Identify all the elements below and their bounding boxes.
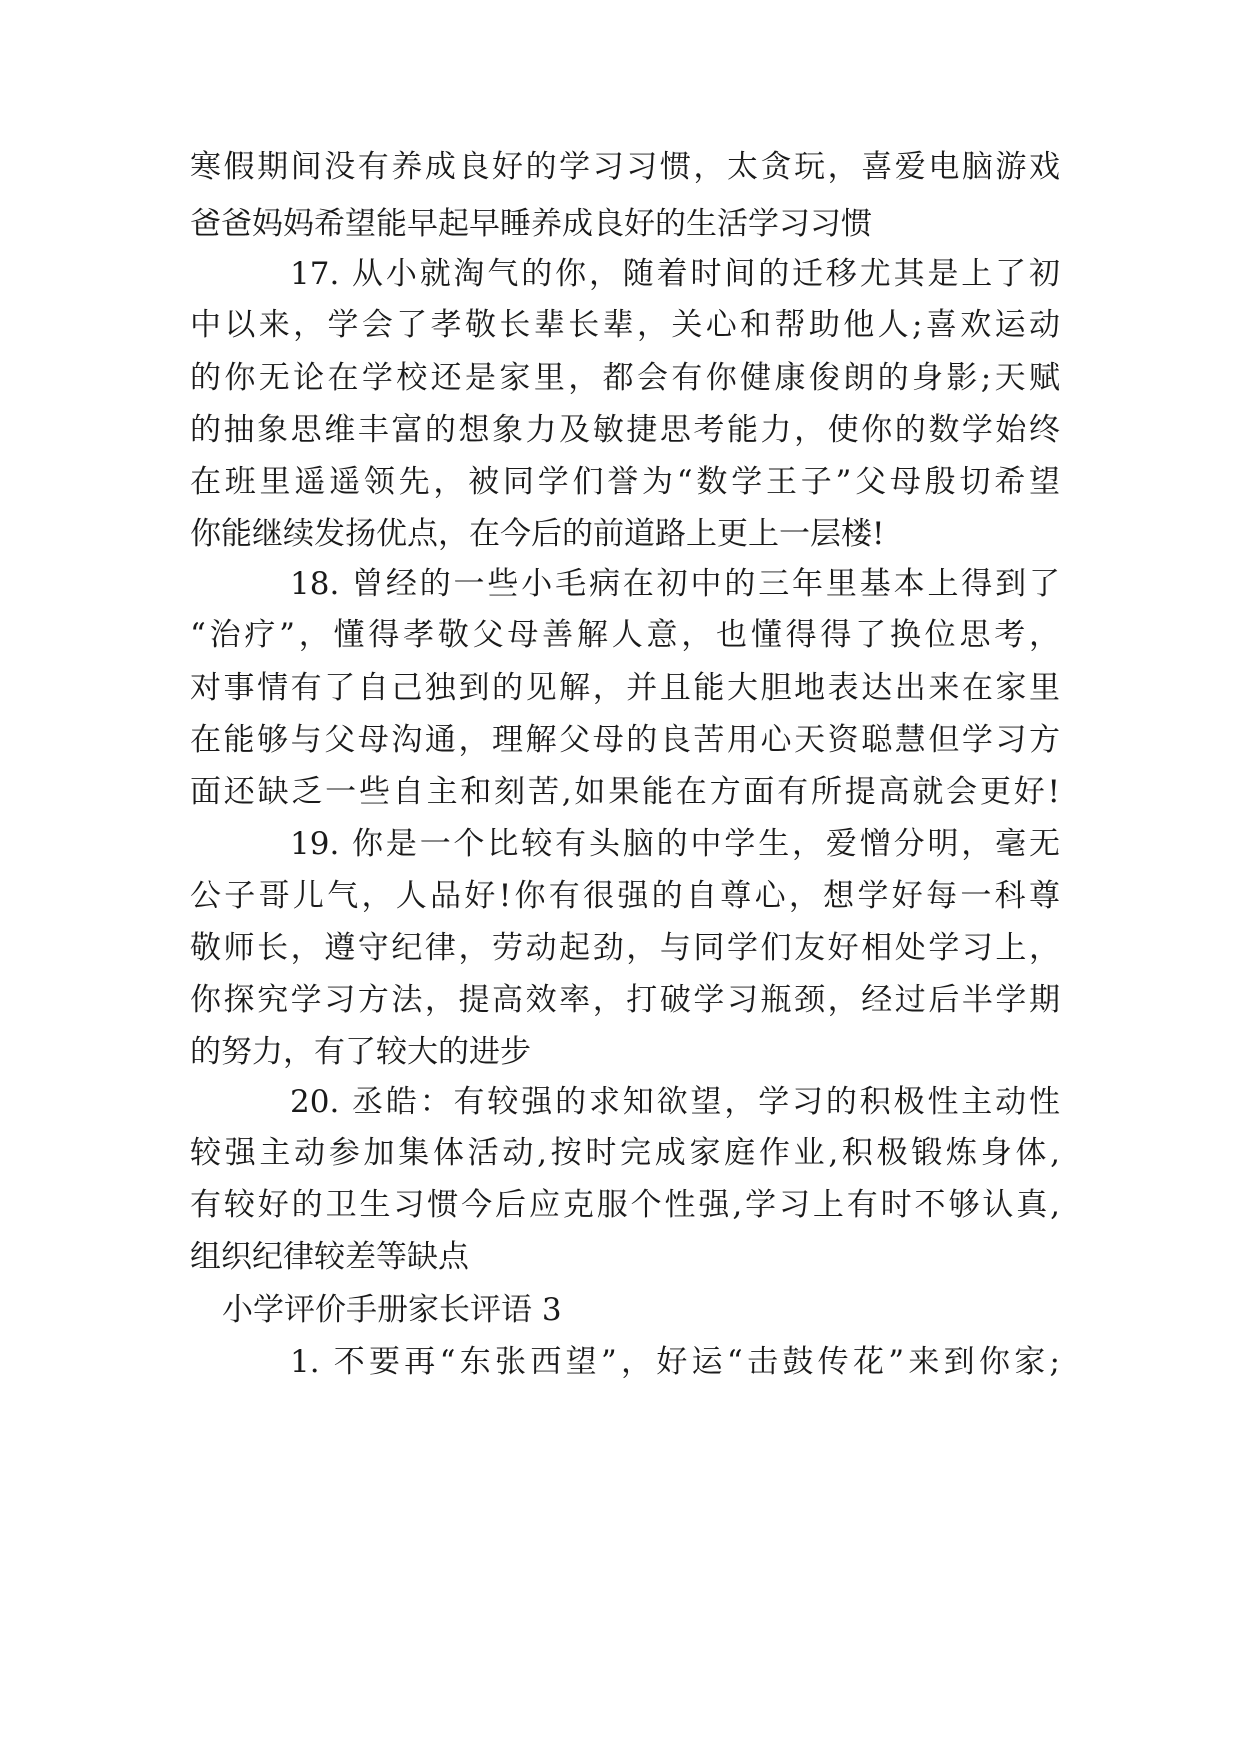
- text-line: 公子哥儿气，人品好!你有很强的自尊心，想学好每一科尊: [190, 878, 1060, 914]
- text-line: 敬师长，遵守纪律，劳动起劲，与同学们友好相处学习上，: [190, 930, 1060, 966]
- text-line: 面还缺乏一些自主和刻苦,如果能在方面有所提高就会更好!: [190, 774, 1060, 810]
- section-heading: 小学评价手册家长评语 3: [222, 1292, 562, 1328]
- item-20-first-line: 20. 丞皓：有较强的求知欲望，学习的积极性主动性: [290, 1084, 1060, 1120]
- text-line: 你探究学习方法，提高效率，打破学习瓶颈，经过后半学期: [190, 982, 1060, 1018]
- item-19-first-line: 19. 你是一个比较有头脑的中学生，爱憎分明，毫无: [290, 826, 1060, 862]
- text-line: 中以来，学会了孝敬长辈长辈，关心和帮助他人;喜欢运动: [190, 307, 1060, 343]
- item-18-first-line: 18. 曾经的一些小毛病在初中的三年里基本上得到了: [290, 566, 1060, 602]
- text-line: 的你无论在学校还是家里，都会有你健康俊朗的身影;天赋: [190, 360, 1060, 396]
- text-line: 组织纪律较差等缺点: [190, 1239, 469, 1275]
- text-line: 的努力，有了较大的进步: [190, 1034, 531, 1070]
- text-line: 对事情有了自己独到的见解，并且能大胆地表达出来在家里: [190, 670, 1060, 706]
- text-line: “治疗”，懂得孝敬父母善解人意，也懂得得了换位思考，: [190, 617, 1060, 653]
- text-line: 你能继续发扬优点，在今后的前道路上更上一层楼!: [190, 516, 885, 552]
- text-line: 的抽象思维丰富的想象力及敏捷思考能力，使你的数学始终: [190, 412, 1060, 448]
- item-1-first-line: 1. 不要再“东张西望”，好运“击鼓传花”来到你家;: [290, 1344, 1060, 1380]
- text-line: 爸爸妈妈希望能早起早睡养成良好的生活学习习惯: [190, 206, 872, 242]
- item-17-first-line: 17. 从小就淘气的你，随着时间的迁移尤其是上了初: [290, 256, 1060, 292]
- text-line: 寒假期间没有养成良好的学习习惯，太贪玩，喜爱电脑游戏: [190, 149, 1060, 185]
- text-line: 在能够与父母沟通，理解父母的良苦用心天资聪慧但学习方: [190, 722, 1060, 758]
- text-line: 较强主动参加集体活动,按时完成家庭作业,积极锻炼身体,: [190, 1135, 1060, 1171]
- text-line: 在班里遥遥领先，被同学们誉为“数学王子”父母殷切希望: [190, 464, 1060, 500]
- text-line: 有较好的卫生习惯今后应克服个性强,学习上有时不够认真,: [190, 1187, 1060, 1223]
